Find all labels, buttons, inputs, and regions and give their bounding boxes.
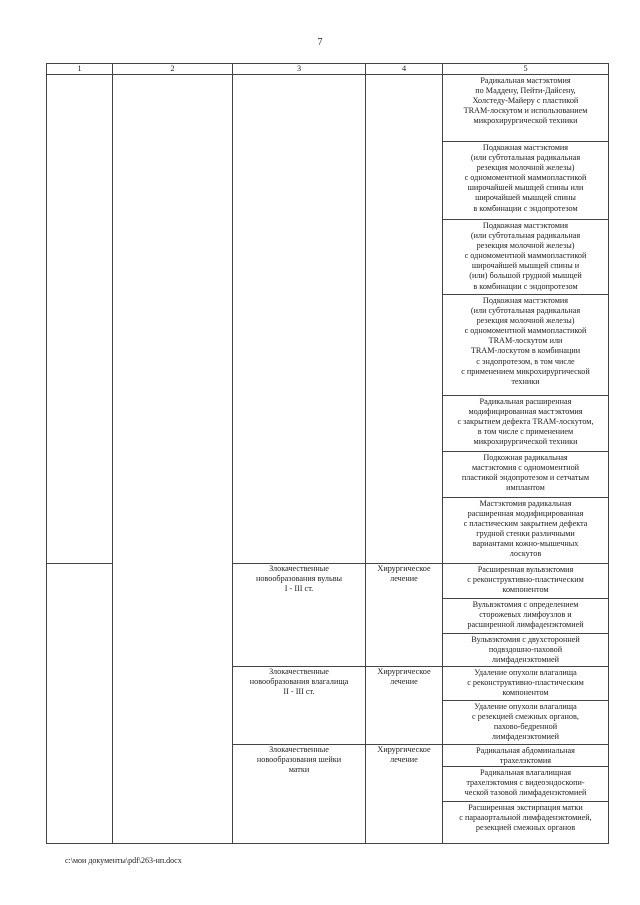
diagnosis-cell: Злокачественные новообразования влагалища II - III ст. bbox=[233, 667, 366, 745]
column-number: 3 bbox=[233, 64, 366, 75]
procedure-cell: Подкожная мастэктомия (или субтотальная радикальная резекция молочной железы) с одномоментной маммопластикой широчайшей мышцей спины и (или) большой грудной мышцей в комбинации с эндопротезом bbox=[443, 220, 609, 295]
treatment-cell: Хирургическое лечение bbox=[366, 745, 443, 844]
procedure-cell: Радикальная расширенная модифицированная мастэктомия с закрытием дефекта TRAM-лоскутом, в том числе с применением микрохирургической техники bbox=[443, 396, 609, 452]
procedure-cell: Радикальная абдоминальная трахелэктомия bbox=[443, 745, 609, 767]
diagnosis-cell: Злокачественные новообразования вульвы I - III ст. bbox=[233, 564, 366, 667]
diagnosis-cell: Злокачественные новообразования шейки матки bbox=[233, 745, 366, 844]
procedure-cell: Радикальная влагалищная трахелэктомия с видеоэндоскопи- ческой тазовой лимфаденэктомией bbox=[443, 767, 609, 802]
procedure-cell: Радикальная мастэктомия по Маддену, Пейти-Дайсену, Холстеду-Майеру с пластикой TRAM-лоскутом и использованием микрохирургической техники bbox=[443, 75, 609, 142]
procedure-cell: Вульвэктомия с двухсторонней подвздошно-паховой лимфаденэктомией bbox=[443, 634, 609, 667]
table-row bbox=[47, 75, 609, 142]
procedure-cell: Подкожная радикальная мастэктомия с одномоментной пластикой эндопротезом и сетчатым имплантом bbox=[443, 452, 609, 498]
procedure-cell: Вульвэктомия с определением сторожевых лимфоузлов и расширенной лимфаденэктомией bbox=[443, 599, 609, 634]
procedures-table bbox=[46, 63, 609, 844]
column-number-row bbox=[47, 64, 609, 75]
procedure-cell: Подкожная мастэктомия (или субтотальная радикальная резекция молочной железы) с одномоментной маммопластикой TRAM-лоскутом или TRAM-лоскутом в комбинации с эндопротезом, в том числе с применением микрохирургической техники bbox=[443, 295, 609, 396]
column-number: 1 bbox=[47, 64, 113, 75]
column-number: 4 bbox=[366, 64, 443, 75]
procedure-cell: Удаление опухоли влагалища с реконструктивно-пластическим компонентом bbox=[443, 667, 609, 701]
cell-empty bbox=[233, 75, 366, 564]
procedure-cell: Удаление опухоли влагалища с резекцией смежных органов, пахово-бедренной лимфаденэктомией bbox=[443, 701, 609, 745]
procedure-cell: Расширенная экстирпация матки с парааортальной лимфаденэктомией, резекцией смежных органов bbox=[443, 802, 609, 844]
cell-empty bbox=[113, 75, 233, 844]
footer-file-path: c:\мои документы\pdf\263-нп.docx bbox=[65, 856, 182, 865]
page-number: 7 bbox=[317, 37, 323, 48]
treatment-cell: Хирургическое лечение bbox=[366, 667, 443, 745]
procedure-cell: Подкожная мастэктомия (или субтотальная радикальная резекция молочной железы) с одномоментной маммопластикой широчайшей мышцей спины или широчайшей мышцей спины в комбинации с эндопротезом bbox=[443, 142, 609, 220]
column-number: 5 bbox=[443, 64, 609, 75]
procedure-cell: Мастэктомия радикальная расширенная модифицированная с пластическим закрытием дефекта грудной стенки различными вариантами кожно-мышечных лоскутов bbox=[443, 498, 609, 564]
column-number: 2 bbox=[113, 64, 233, 75]
cell-empty bbox=[366, 75, 443, 564]
cell-empty bbox=[47, 564, 113, 844]
procedure-cell: Расширенная вульвэктомия с реконструктивно-пластическим компонентом bbox=[443, 564, 609, 599]
treatment-cell: Хирургическое лечение bbox=[366, 564, 443, 667]
cell-empty bbox=[47, 75, 113, 564]
